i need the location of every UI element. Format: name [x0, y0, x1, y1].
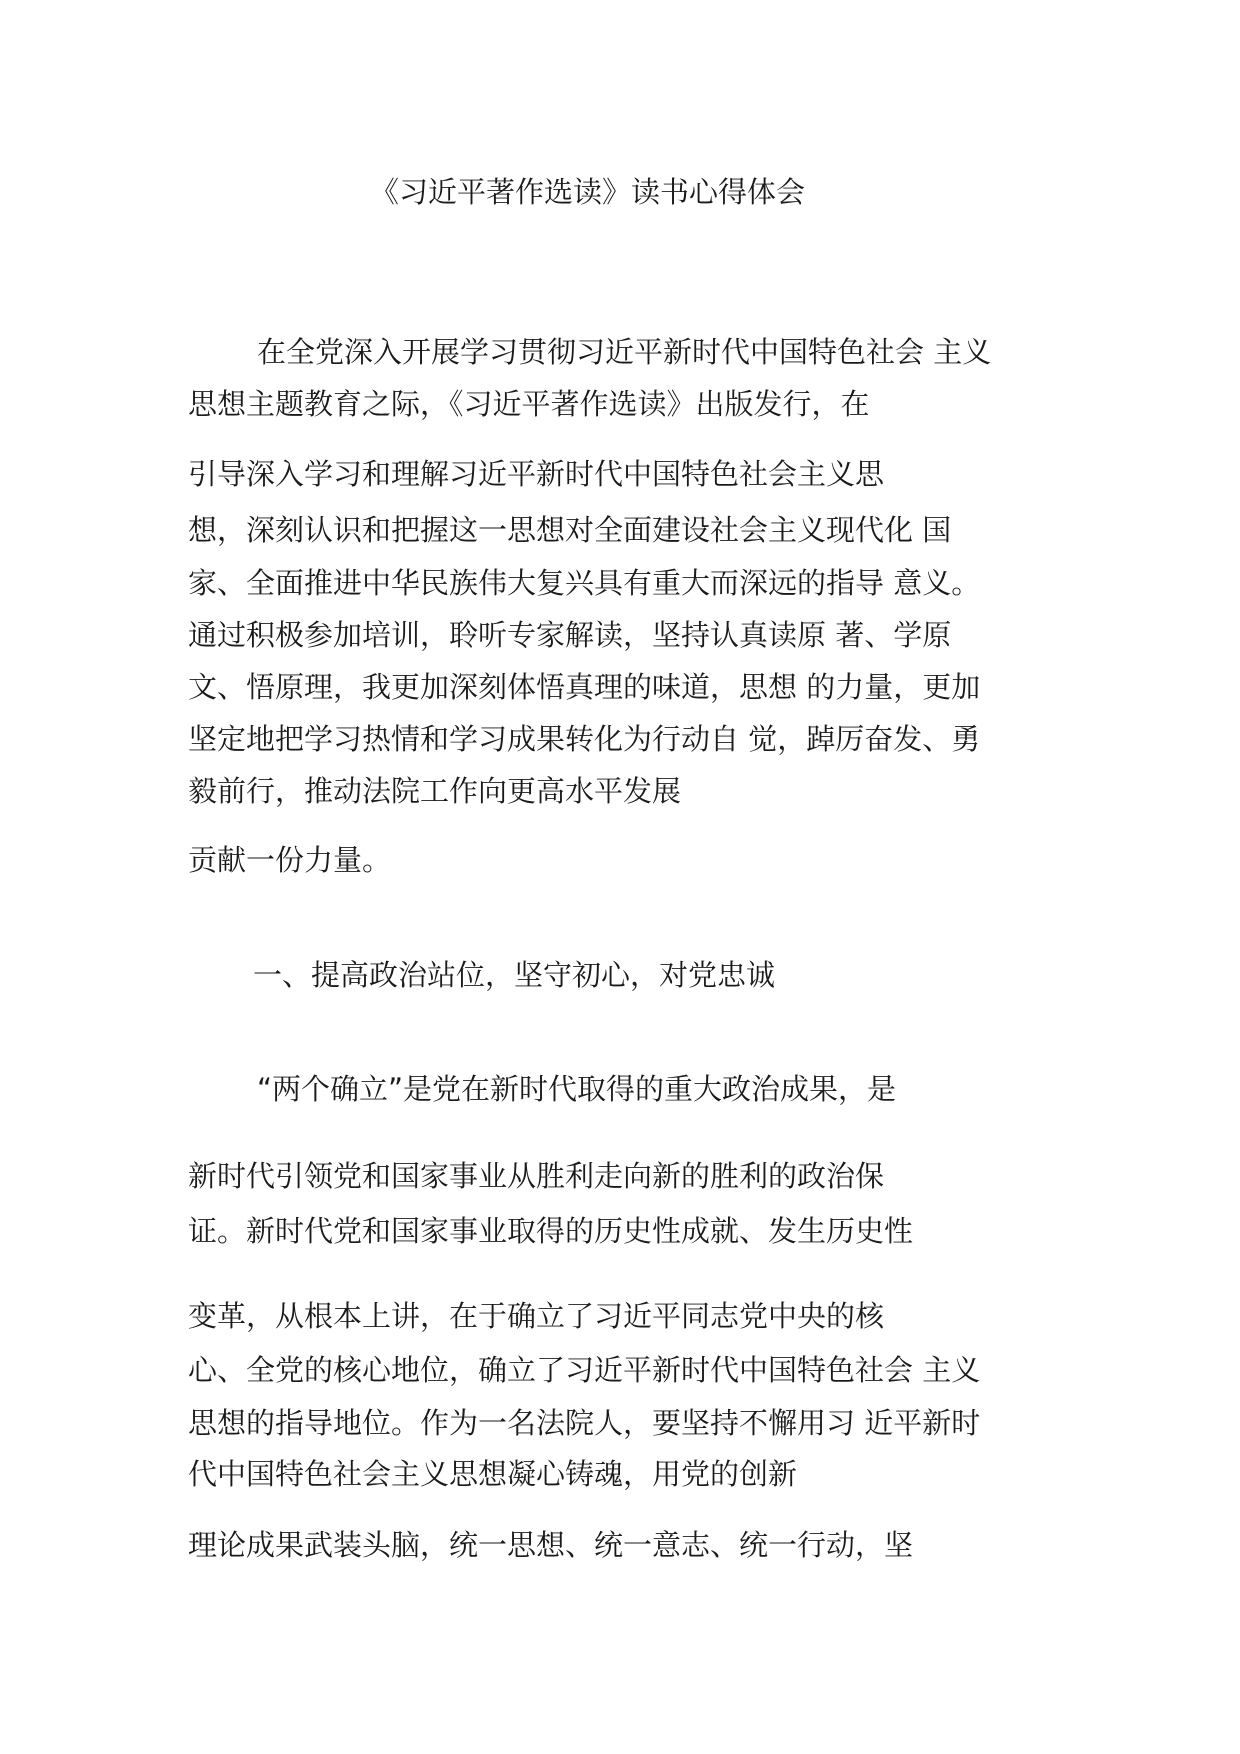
- section-heading: 一、提高政治站位，坚守初心，对党忠诚: [253, 958, 776, 992]
- body-line: 新时代引领党和国家事业从胜利走向新的胜利的政治保: [188, 1159, 885, 1193]
- body-line: 文、悟原理，我更加深刻体悟真理的味道，思想 的力量，更加: [188, 670, 981, 704]
- body-line: 毅前行，推动法院工作向更高水平发展: [188, 774, 682, 808]
- body-line: 思想主题教育之际，《习近平著作选读》出版发行，在: [188, 387, 870, 421]
- body-line: 在全党深入开展学习贯彻习近平新时代中国特色社会 主义: [257, 335, 992, 369]
- body-line: “两个确立”是党在新时代取得的重大政治成果，是: [257, 1072, 897, 1106]
- document-title: 《习近平著作选读》读书心得体会: [370, 175, 806, 209]
- body-line: 想，深刻认识和把握这一思想对全面建设社会主义现代化 国: [188, 513, 952, 547]
- body-line: 心、全党的核心地位，确立了习近平新时代中国特色社会 主义: [188, 1353, 981, 1387]
- body-line: 家、全面推进中华民族伟大复兴具有重大而深远的指导 意义。: [188, 566, 981, 600]
- body-line: 理论成果武装头脑，统一思想、统一意志、统一行动，坚: [188, 1528, 914, 1562]
- body-line: 通过积极参加培训，聆听专家解读，坚持认真读原 著、学原: [188, 618, 952, 652]
- body-line: 引导深入学习和理解习近平新时代中国特色社会主义思: [188, 457, 885, 491]
- body-line: 变革，从根本上讲，在于确立了习近平同志党中央的核: [188, 1299, 885, 1333]
- body-line: 代中国特色社会主义思想凝心铸魂，用党的创新: [188, 1457, 798, 1491]
- body-line: 思想的指导地位。作为一名法院人，要坚持不懈用习 近平新时: [188, 1406, 981, 1440]
- body-line: 证。新时代党和国家事业取得的历史性成就、发生历史性: [188, 1214, 914, 1248]
- body-line: 贡献一份力量。: [188, 843, 392, 877]
- body-line: 坚定地把学习热情和学习成果转化为行动自 觉，踔厉奋发、勇: [188, 722, 981, 756]
